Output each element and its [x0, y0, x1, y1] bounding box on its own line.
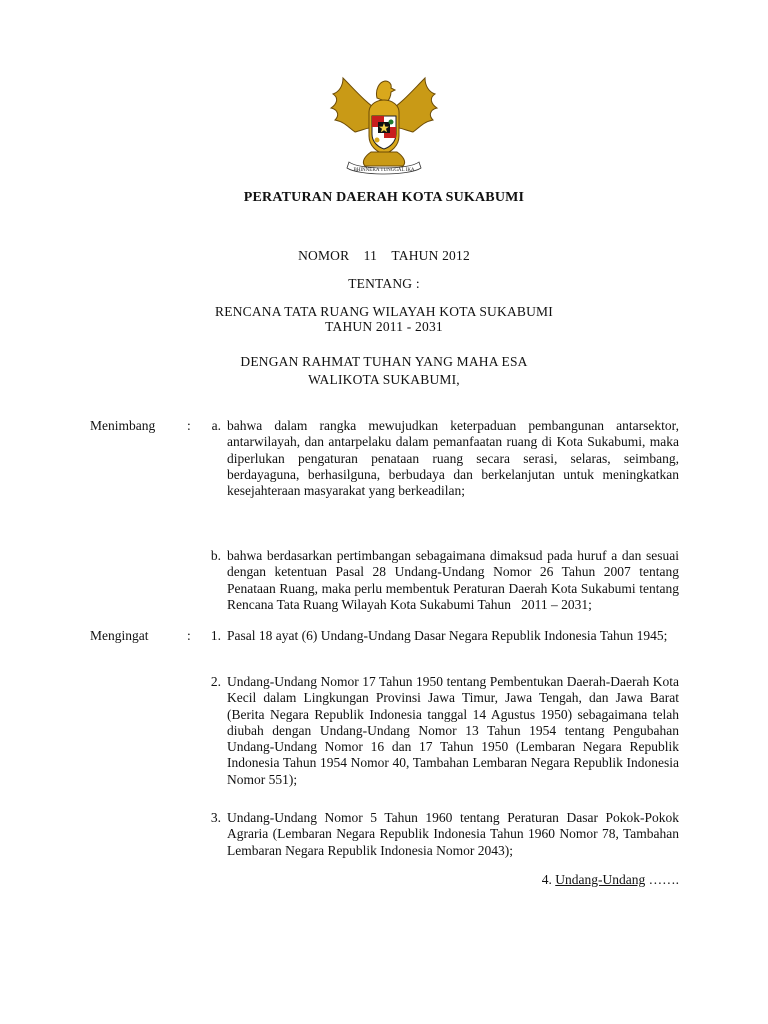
- mengingat-item-3: Undang-Undang Nomor 5 Tahun 1960 tentang Peraturan Dasar Pokok-Pokok Agraria (Lembaran Negara Republik Indonesia Tahun 1960 Nomor 78, Tambahan Lembaran Negara Republik Indonesia Nomor 2043);: [227, 810, 679, 858]
- tahun-label: TAHUN 2012: [391, 248, 470, 263]
- menimbang-item-a: bahwa dalam rangka mewujudkan keterpaduan pembangunan antarsektor, antarwilayah, dan antarpelaku dalam pemanfaatan ruang di Kota Sukabumi, maka diperlukan pengaturan penataan ruang secara serasi, selaras, seimbang, berdayaguna, berhasilguna, berbudaya dan berkelanjutan untuk meningkatkan kesejahteraan masyarakat yang berkeadilan;: [227, 418, 679, 499]
- nomor-value: 11: [363, 248, 378, 263]
- continuation-link[interactable]: Undang-Undang: [555, 872, 646, 887]
- mengingat-marker-3: 3.: [210, 810, 221, 825]
- mengingat-colon: :: [187, 628, 191, 643]
- continuation-dots: …….: [648, 872, 679, 887]
- menimbang-colon: :: [187, 418, 191, 433]
- emblem-motto: BHINNEKA TUNGGAL IKA: [353, 168, 415, 173]
- mengingat-marker-2: 2.: [210, 674, 221, 689]
- menimbang-item-b: bahwa berdasarkan pertimbangan sebagaimana dimaksud pada huruf a dan sesuai dengan ketentuan Pasal 28 Undang-Undang Nomor 26 Tahun 2007 tentang Penataan Ruang, maka perlu membentuk Peraturan Daerah Kota Sukabumi tentang Rencana Tata Ruang Wilayah Kota Sukabumi Tahun 2011 – 2031;: [227, 548, 683, 612]
- menimbang-label: Menimbang: [90, 418, 156, 433]
- nomor-line: [0, 248, 768, 264]
- menimbang-marker-a: a.: [211, 418, 221, 433]
- nomor-label: NOMOR: [298, 248, 350, 263]
- menimbang-marker-b: b.: [210, 548, 221, 563]
- subject-line-2: TAHUN 2011 - 2031: [325, 319, 443, 334]
- mengingat-item-1: Pasal 18 ayat (6) Undang-Undang Dasar Negara Republik Indonesia Tahun 1945;: [227, 628, 668, 643]
- walikota-line: WALIKOTA SUKABUMI,: [308, 372, 460, 387]
- mengingat-marker-1: 1.: [210, 628, 221, 643]
- page-continuation: [542, 872, 679, 888]
- tentang-label: TENTANG :: [348, 276, 420, 291]
- mengingat-label: Mengingat: [90, 628, 149, 643]
- rahmat-line: DENGAN RAHMAT TUHAN YANG MAHA ESA: [240, 354, 528, 369]
- subject-line-1: RENCANA TATA RUANG WILAYAH KOTA SUKABUMI: [215, 304, 553, 319]
- document-title: PERATURAN DAERAH KOTA SUKABUMI: [243, 190, 525, 205]
- mengingat-item-2: Undang-Undang Nomor 17 Tahun 1950 tentang Pembentukan Daerah-Daerah Kota Kecil dalam Lingkungan Provinsi Jawa Timur, Jawa Tengah, dan Jawa Barat (Berita Negara Republik Indonesia tanggal 14 Agustus 1950) sebagaimana telah diubah dengan Undang-Undang Nomor 13 Tahun 1954 tentang Pengubahan Undang-Undang Nomor 16 dan 17 Tahun 1950 (Lembaran Negara Republik Indonesia Tahun 1954 Nomor 40, Tambahan Lembaran Negara Republik Indonesia Nomor 551);: [227, 674, 679, 787]
- garuda-emblem-icon: [325, 72, 443, 178]
- continuation-number: 4.: [541, 872, 552, 887]
